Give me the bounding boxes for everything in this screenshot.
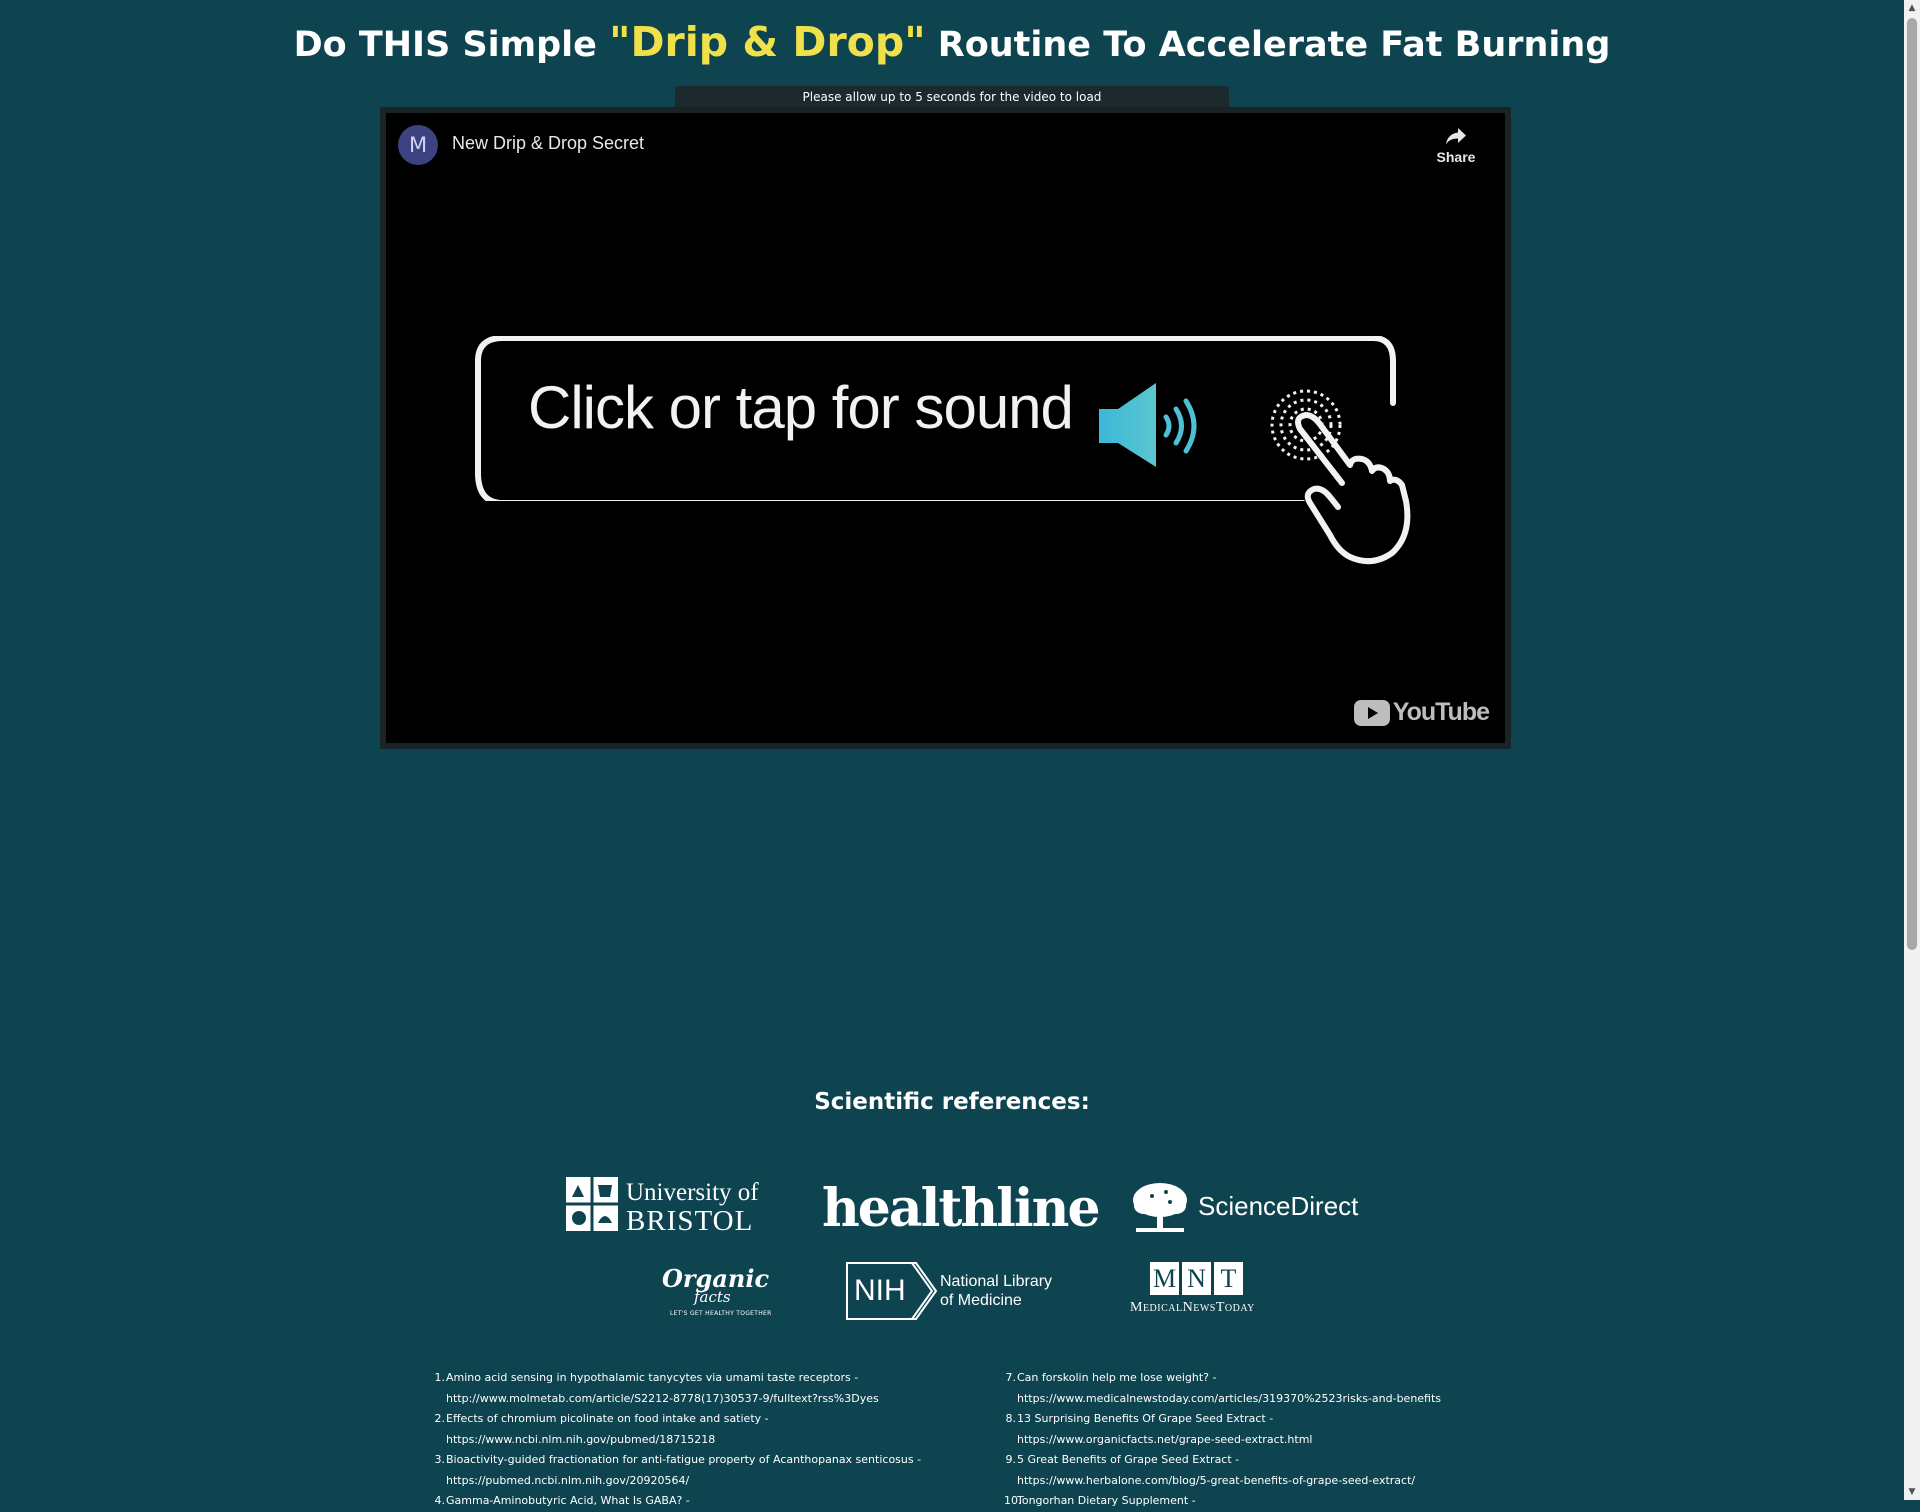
page-scrollbar[interactable]	[1904, 0, 1920, 1500]
headline-start: Do THIS Simple	[293, 25, 610, 65]
reference-list-left	[433, 1368, 973, 1512]
organic-facts-tagline: LET'S GET HEALTHY TOGETHER	[670, 1310, 772, 1317]
reference-item	[433, 1450, 973, 1491]
reference-title: Tongorhan Dietary Supplement -	[1017, 1494, 1196, 1507]
reference-item	[1004, 1409, 1564, 1450]
video-player[interactable]	[386, 113, 1505, 743]
reference-title: Can forskolin help me lose weight? -	[1017, 1371, 1217, 1384]
reference-number: 1.	[434, 1371, 445, 1384]
tap-hand-icon	[1266, 385, 1411, 565]
sciencedirect-label: ScienceDirect	[1198, 1191, 1359, 1221]
organic-facts-logo	[658, 1264, 772, 1320]
reference-number: 7.	[1005, 1371, 1016, 1384]
reference-number: 4.	[434, 1494, 445, 1507]
video-title[interactable]: New Drip & Drop Secret	[452, 133, 645, 153]
reference-title: Gamma-Aminobutyric Acid, What Is GABA? -	[446, 1494, 690, 1507]
nih-library-line2: of Medicine	[940, 1292, 1022, 1309]
reference-item	[1004, 1368, 1564, 1409]
bristol-line1: University of	[626, 1179, 759, 1206]
reference-number: 2.	[434, 1412, 445, 1425]
mnt-letter: T	[1214, 1262, 1243, 1295]
mnt-letter-boxes	[1150, 1262, 1243, 1295]
reference-item	[1004, 1450, 1564, 1491]
reference-item	[433, 1409, 973, 1450]
reference-url[interactable]: https://www.medicalnewstoday.com/articles/319370%2523risks-and-benefits	[1017, 1391, 1442, 1405]
reference-number: 8.	[1005, 1412, 1016, 1425]
reference-number: 3.	[434, 1453, 445, 1466]
sound-prompt-text: Click or tap for sound	[528, 374, 1073, 441]
page-headline	[0, 18, 1904, 66]
reference-url[interactable]: https://www.organicfacts.net/grape-seed-extract.html	[1017, 1432, 1313, 1446]
reference-number: 10.	[1004, 1494, 1022, 1507]
video-load-notice: Please allow up to 5 seconds for the video to load	[675, 86, 1229, 108]
channel-avatar[interactable]: M	[398, 125, 438, 165]
mnt-letter: N	[1182, 1262, 1211, 1295]
reference-title: 13 Surprising Benefits Of Grape Seed Extract -	[1017, 1412, 1274, 1425]
speaker-icon	[1094, 381, 1214, 471]
university-of-bristol-logo	[564, 1175, 760, 1235]
scroll-up-icon[interactable]: ▲	[1908, 3, 1916, 13]
youtube-play-icon	[1354, 700, 1390, 726]
nih-national-library-of-medicine-logo	[846, 1262, 1062, 1320]
reference-number: 9.	[1005, 1453, 1016, 1466]
headline-end: Routine To Accelerate Fat Burning	[925, 25, 1611, 65]
reference-title: 5 Great Benefits of Grape Seed Extract -	[1017, 1453, 1240, 1466]
reference-url[interactable]: https://www.herbalone.com/blog/5-great-benefits-of-grape-seed-extract/	[1017, 1473, 1416, 1487]
reference-list-right	[1004, 1368, 1564, 1512]
healthline-logo: healthline	[822, 1178, 1099, 1239]
reference-url[interactable]: https://www.ncbi.nlm.nih.gov/pubmed/18715218	[446, 1432, 716, 1446]
youtube-logo[interactable]	[1354, 698, 1489, 727]
reference-item	[433, 1368, 973, 1409]
reference-item	[1004, 1491, 1564, 1512]
video-frame	[380, 107, 1511, 749]
bristol-crest-icon	[564, 1175, 620, 1233]
nih-library-line1: National Library	[940, 1273, 1053, 1290]
share-label: Share	[1436, 149, 1476, 165]
reference-url[interactable]: http://www.molmetab.com/article/S2212-8778(17)30537-9/fulltext?rss%3Dyes	[446, 1391, 879, 1405]
organic-facts-sub: facts	[694, 1288, 731, 1306]
nih-badge-text: NIH	[854, 1274, 906, 1307]
reference-title: Bioactivity-guided fractionation for anti-fatigue property of Acanthopanax senticosus -	[446, 1453, 922, 1466]
organic-facts-main: Organic	[662, 1264, 770, 1293]
scroll-down-icon[interactable]: ▼	[1908, 1487, 1916, 1497]
bristol-line2: BRISTOL	[626, 1205, 754, 1237]
reference-url[interactable]: https://pubmed.ncbi.nlm.nih.gov/20920564/	[446, 1473, 690, 1487]
share-button[interactable]	[1431, 127, 1481, 165]
medical-news-today-logo	[1130, 1262, 1270, 1322]
scrollbar-thumb[interactable]	[1907, 18, 1917, 950]
reference-title: Amino acid sensing in hypothalamic tanycytes via umami taste receptors -	[446, 1371, 859, 1384]
sciencedirect-logo	[1130, 1180, 1360, 1234]
elsevier-tree-icon	[1130, 1180, 1190, 1234]
share-icon	[1445, 127, 1467, 147]
nih-library-name	[940, 1272, 1052, 1310]
reference-title: Effects of chromium picolinate on food intake and satiety -	[446, 1412, 769, 1425]
headline-highlight: "Drip & Drop"	[609, 18, 926, 66]
youtube-label: YouTube	[1392, 698, 1489, 726]
mnt-letter: M	[1150, 1262, 1179, 1295]
reference-item	[433, 1491, 973, 1512]
mnt-name: MedicalNewsToday	[1130, 1300, 1255, 1315]
references-title: Scientific references:	[814, 1089, 1090, 1115]
